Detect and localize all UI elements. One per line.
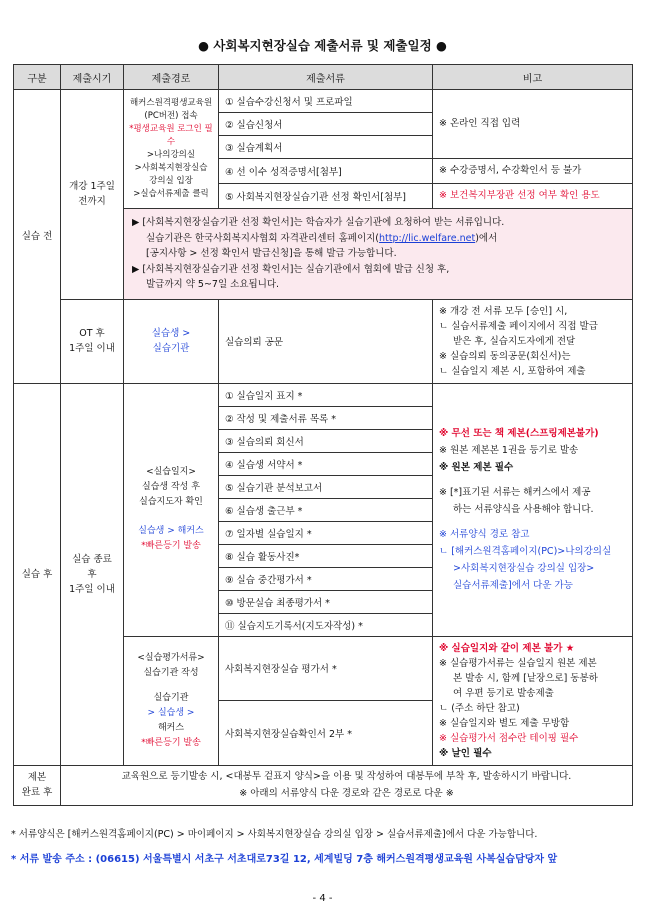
doc-item: ⑦ 일자별 실습일지 * <box>219 521 433 544</box>
remark-transcript: ※ 수강증명서, 수강확인서 등 불가 <box>433 159 633 184</box>
header-remarks: 비고 <box>433 65 633 90</box>
post-time: 실습 종료 후 1주일 이내 <box>61 383 124 765</box>
category-pre: 실습 전 <box>14 90 61 384</box>
footer-form-path: * 서류양식은 [해커스원격홈페이지(PC) > 마이페이지 > 사회복지현장실습 강의실 입장 > 실습서류제출]에서 다운 가능합니다. <box>11 829 538 840</box>
doc-item: ④ 선 이수 성적증명서[첨부] <box>219 159 433 184</box>
submission-schedule-table <box>13 64 633 806</box>
footer-address: * 서류 발송 주소 : (06615) 서울특별시 서초구 서초대로73길 12, 세계빌딩 7층 해커스원격평생교육원 사복실습담당자 앞 <box>11 854 558 865</box>
pre-time-1: 개강 1주일 전까지 <box>61 90 124 300</box>
doc-item: ⑨ 실습 중간평가서 * <box>219 567 433 590</box>
doc-item: ② 작성 및 제출서류 목록 * <box>219 406 433 429</box>
welfare-link[interactable]: http://lic.welfare.net <box>379 232 476 244</box>
doc-item: 사회복지현장실습 평가서 * <box>219 636 433 701</box>
doc-item: ⑪ 실습지도기록서(지도자작성) * <box>219 613 433 636</box>
page-number: - 4 - <box>312 893 333 904</box>
doc-item: ⑩ 방문실습 최종평가서 * <box>219 590 433 613</box>
pre-route-1: 해커스원격평생교육원 (PC버전) 접속 *평생교육원 로그인 필수 >나의강의실 >사회복지현장실습 강의실 입장 >실습서류제출 클릭 <box>124 90 219 209</box>
post-route-1: <실습일지> 실습생 작성 후 실습지도자 확인 실습생 > 해커스 *빠른등기 발송 <box>124 383 219 636</box>
remark-online: ※ 온라인 직접 입력 <box>433 90 633 159</box>
doc-item: ② 실습신청서 <box>219 113 433 136</box>
doc-item: ① 실습일지 표지 * <box>219 383 433 406</box>
doc-item: ⑤ 사회복지현장실습기관 선정 확인서[첨부] <box>219 184 433 209</box>
doc-item: ③ 실습의뢰 회신서 <box>219 429 433 452</box>
doc-item: ④ 실습생 서약서 * <box>219 452 433 475</box>
pre-route-2: 실습생 > 실습기관 <box>124 299 219 383</box>
post-route-2: <실습평가서류> 실습기관 작성 실습기관 > 실습생 > 해커스 *빠른등기 발송 <box>124 636 219 765</box>
doc-item: ⑧ 실습 활동사진* <box>219 544 433 567</box>
header-documents: 제출서류 <box>219 65 433 90</box>
page-title: ● 사회복지현장실습 제출서류 및 제출일정 ● <box>198 38 447 53</box>
final-instructions: 교육원으로 등기발송 시, <대봉투 겉표지 양식>을 이용 및 작성하여 대봉투에 부착 후, 발송하시기 바랍니다. ※ 아래의 서류양식 다운 경로와 같은 경로로 다운 ※ <box>61 765 633 805</box>
remark-confirmation: ※ 보건복지부장관 선정 여부 확인 용도 <box>433 184 633 209</box>
header-timing: 제출시기 <box>61 65 124 90</box>
remark-journal: ※ 무선 또는 책 제본(스프링제본불가) ※ 원본 제본본 1권을 등기로 발송 ※ 원본 제본 필수 ※ [*]표기된 서류는 해커스에서 제공 하는 서류양식을 사용해야 합니다. ※ 서류양식 경로 참고 ㄴ [해커스원격홈페이지(PC)>나의강의실 >사회복지현장실습 강의실 입장> 실습서류제출]에서 다운 가능 <box>433 383 633 636</box>
doc-item: 사회복지현장실습확인서 2부 * <box>219 701 433 766</box>
remark-evaluation: ※ 실습일지와 같이 제본 불가 ★ ※ 실습평가서류는 실습일지 원본 제본 본 발송 시, 함께 [낱장으로] 동봉하 여 우편 등기로 발송제출 ㄴ (주소 하단 참고) ※ 실습일지와 별도 제출 무방함 ※ 실습평가서 점수란 테이핑 필수 ※ 날인 필수 <box>433 636 633 765</box>
doc-item: ⑤ 실습기관 분석보고서 <box>219 475 433 498</box>
doc-item: ① 실습수강신청서 및 프로파일 <box>219 90 433 113</box>
info-box: ▶ [사회복지현장실습기관 선정 확인서]는 학습자가 실습기관에 요청하여 받는 서류입니다. 실습기관은 한국사회복지사협회 자격관리센터 홈페이지(http://lic.welfare.net)에서 [공지사항 > 선정 확인서 발급신청]을 통해 발급 가능합니다. ▶ [사회복지현장실습기관 선정 확인서]는 실습기관에서 협회에 발급 신청 후, 발급까지 약 5~7일 소요됩니다. <box>124 209 633 300</box>
category-final: 제본 완료 후 <box>14 765 61 805</box>
header-category: 구분 <box>14 65 61 90</box>
header-route: 제출경로 <box>124 65 219 90</box>
doc-item: ③ 실습계획서 <box>219 136 433 159</box>
doc-item: ⑥ 실습생 출근부 * <box>219 498 433 521</box>
remark-ot: ※ 개강 전 서류 모두 [승인] 시, ㄴ 실습서류제출 페이지에서 직접 발급 받은 후, 실습지도자에게 전달 ※ 실습의뢰 동의공문(회신서)는 ㄴ 실습일지 제본 시, 포함하여 제출 <box>433 299 633 383</box>
doc-item: 실습의뢰 공문 <box>219 299 433 383</box>
category-post: 실습 후 <box>14 383 61 765</box>
pre-time-2: OT 후 1주일 이내 <box>61 299 124 383</box>
